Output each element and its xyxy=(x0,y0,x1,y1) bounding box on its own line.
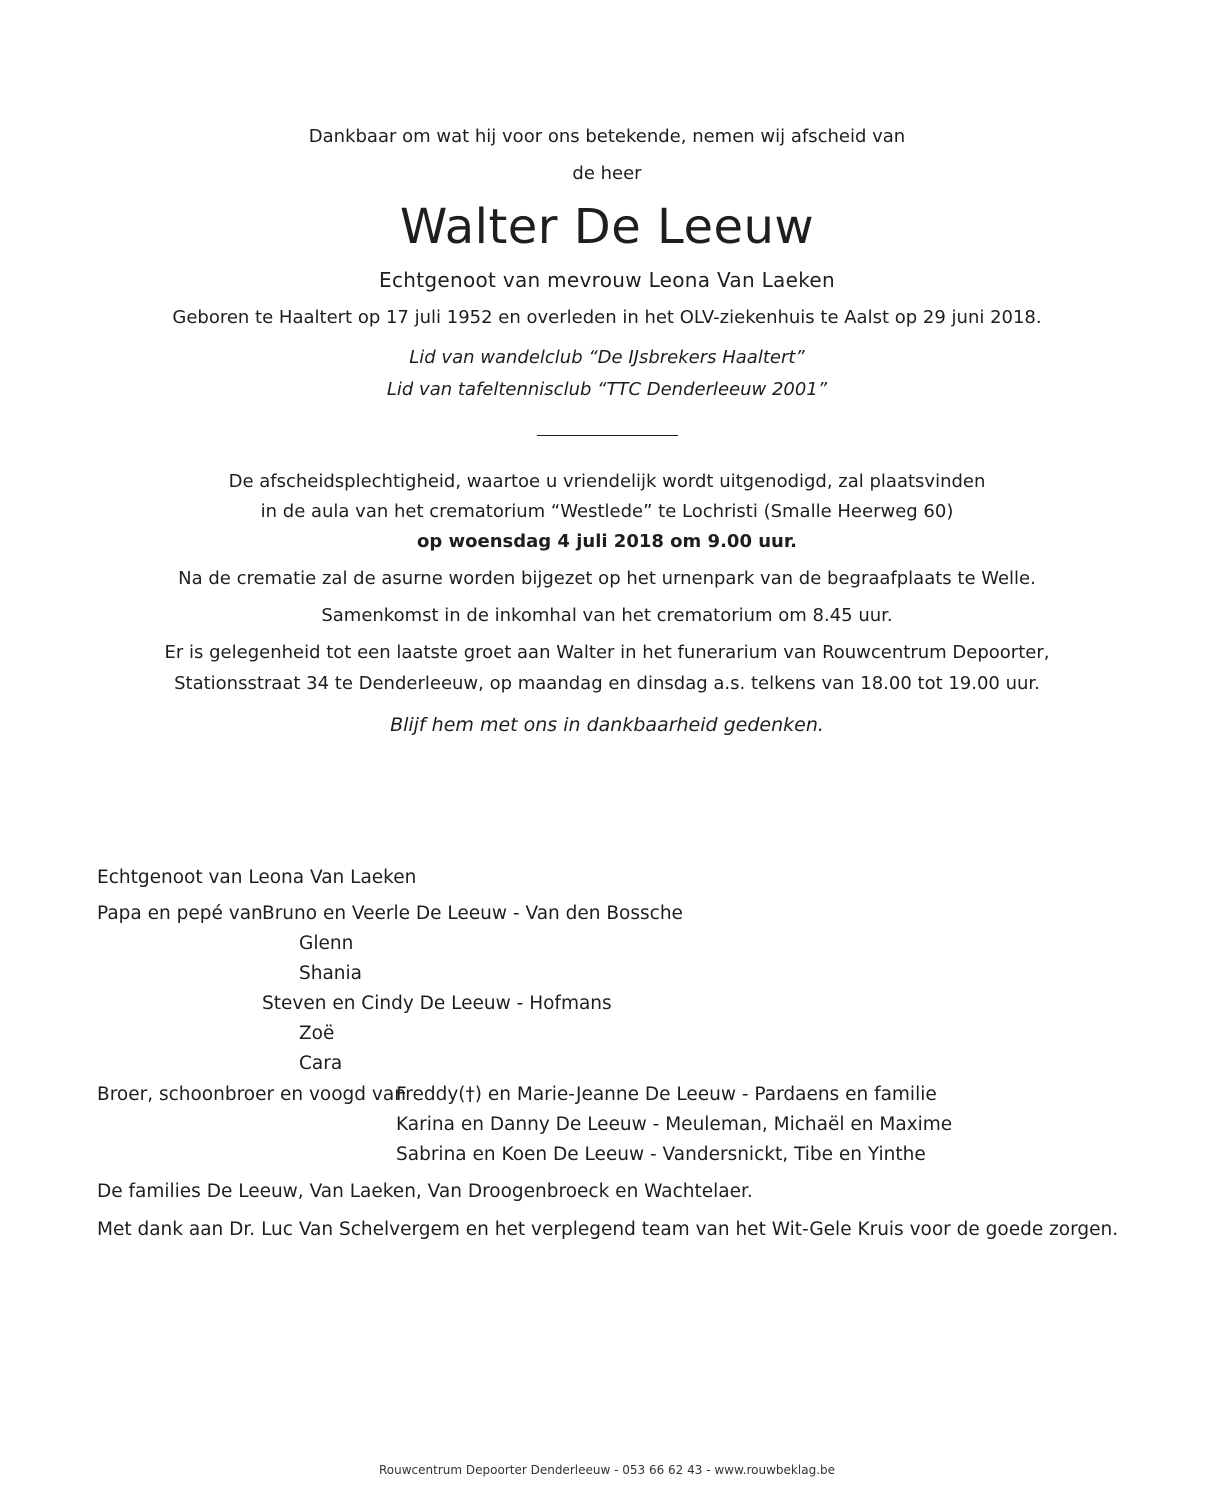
family-grandchild-3: Zoë xyxy=(299,1023,335,1044)
spouse-line: Echtgenoot van mevrouw Leona Van Laeken xyxy=(379,268,835,292)
divider-rule xyxy=(537,435,678,436)
family-thanks: Met dank aan Dr. Luc Van Schelvergem en het verplegend team van het Wit-Gele Kruis voor de goede zorgen. xyxy=(97,1219,1119,1240)
intro-line: Dankbaar om wat hij voor ons betekende, nemen wij afscheid van xyxy=(308,126,906,147)
title-honorific: de heer xyxy=(572,163,642,184)
ceremony-date: op woensdag 4 juli 2018 om 9.00 uur. xyxy=(416,531,798,552)
family-grandchild-4: Cara xyxy=(299,1053,343,1074)
family-spouse: Echtgenoot van Leona Van Laeken xyxy=(97,867,417,888)
family-sibling-3: Sabrina en Koen De Leeuw - Vandersnickt, Tibe en Yinthe xyxy=(396,1144,926,1165)
family-child-1: Bruno en Veerle De Leeuw - Van den Bossche xyxy=(262,903,683,924)
greeting-line-1: Er is gelegenheid tot een laatste groet aan Walter in het funerarium van Rouwcentrum Depoorter, xyxy=(164,642,1050,663)
family-grandchild-1: Glenn xyxy=(299,933,354,954)
family-families: De families De Leeuw, Van Laeken, Van Droogenbroeck en Wachtelaer. xyxy=(97,1181,753,1202)
family-sibling-1: Freddy(†) en Marie-Jeanne De Leeuw - Pardaens en familie xyxy=(396,1084,937,1105)
invitation-line-1: De afscheidsplechtigheid, waartoe u vriendelijk wordt uitgenodigd, zal plaatsvinden xyxy=(228,471,986,492)
deceased-name: Walter De Leeuw xyxy=(399,199,815,255)
family-grandchild-2: Shania xyxy=(299,963,363,984)
family-sibling-2: Karina en Danny De Leeuw - Meuleman, Michaël en Maxime xyxy=(396,1114,953,1135)
membership-line-2: Lid van tafeltennisclub “TTC Denderleeuw 2001” xyxy=(386,379,828,400)
family-sibling-label: Broer, schoonbroer en voogd van xyxy=(97,1084,406,1105)
cremation-line: Na de crematie zal de asurne worden bijgezet op het urnenpark van de begraafplaats te Welle. xyxy=(178,568,1036,589)
family-parent-label: Papa en pepé van xyxy=(97,903,263,924)
birth-death-line: Geboren te Haaltert op 17 juli 1952 en overleden in het OLV-ziekenhuis te Aalst op 29 juni 2018. xyxy=(172,307,1042,328)
footer-credit: Rouwcentrum Depoorter Denderleeuw - 053 66 62 43 - www.rouwbeklag.be xyxy=(379,1463,835,1477)
greeting-line-2: Stationsstraat 34 te Denderleeuw, op maandag en dinsdag a.s. telkens van 18.00 tot 19.00 uur. xyxy=(174,673,1040,694)
family-child-2: Steven en Cindy De Leeuw - Hofmans xyxy=(262,993,612,1014)
closing-line: Blijf hem met ons in dankbaarheid gedenken. xyxy=(390,714,824,736)
invitation-line-2: in de aula van het crematorium “Westlede” te Lochristi (Smalle Heerweg 60) xyxy=(260,501,954,522)
membership-line-1: Lid van wandelclub “De IJsbrekers Haaltert” xyxy=(409,347,805,368)
meeting-line: Samenkomst in de inkomhal van het crematorium om 8.45 uur. xyxy=(321,605,893,626)
